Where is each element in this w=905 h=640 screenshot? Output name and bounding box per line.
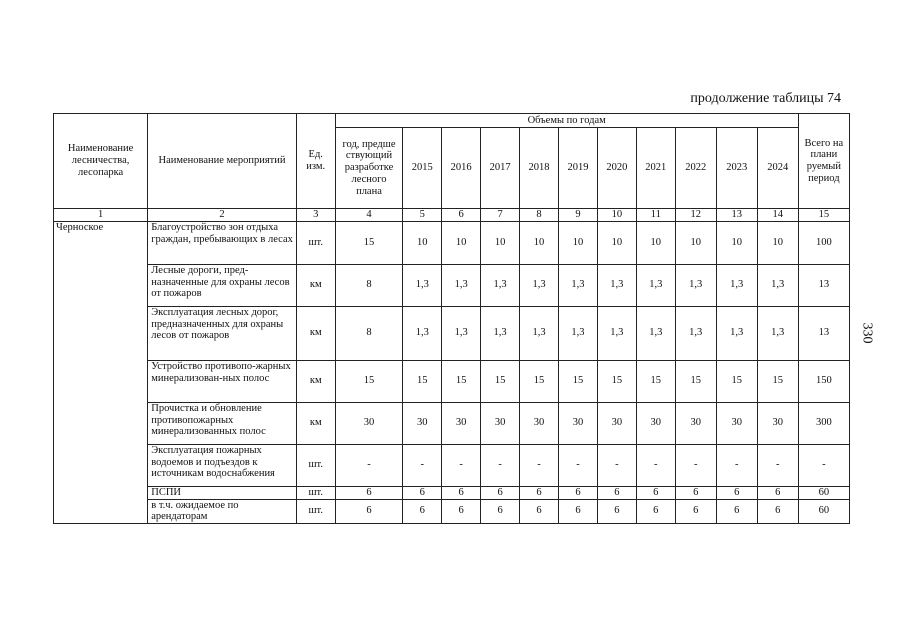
activity-name: ПСПИ [148, 486, 297, 499]
column-number: 9 [558, 209, 597, 222]
unit-cell: км [296, 360, 335, 402]
year-value: 6 [520, 486, 559, 499]
year-value: 1,3 [636, 306, 675, 360]
year-value: 1,3 [442, 306, 481, 360]
unit-cell: км [296, 264, 335, 306]
year-value: 15 [520, 360, 559, 402]
year-value: 1,3 [520, 306, 559, 360]
year-value: 1,3 [675, 264, 716, 306]
year-value: 30 [558, 402, 597, 444]
year-value: 15 [675, 360, 716, 402]
activity-name: Эксплуатация пожарных водоемов и подъездов к источникам водоснабжения [148, 444, 297, 486]
year-value: 6 [558, 486, 597, 499]
year-value: 10 [520, 221, 559, 264]
table-row [54, 486, 850, 499]
prev-year-value: 6 [335, 499, 403, 524]
header-year: 2019 [558, 128, 597, 209]
year-value: 6 [597, 486, 636, 499]
prev-year-value: 6 [335, 486, 403, 499]
year-value: 6 [403, 499, 442, 524]
year-value: 6 [757, 499, 798, 524]
year-value: - [636, 444, 675, 486]
prev-year-value: 8 [335, 264, 403, 306]
total-value: 60 [798, 499, 849, 524]
column-number: 1 [54, 209, 148, 222]
header-year: 2015 [403, 128, 442, 209]
header-year: 2022 [675, 128, 716, 209]
year-value: 1,3 [403, 306, 442, 360]
year-value: 15 [558, 360, 597, 402]
year-value: 10 [675, 221, 716, 264]
column-number: 10 [597, 209, 636, 222]
year-value: 30 [597, 402, 636, 444]
year-value: 6 [675, 486, 716, 499]
column-number: 15 [798, 209, 849, 222]
year-value: 30 [481, 402, 520, 444]
year-value: 6 [442, 486, 481, 499]
year-value: 1,3 [403, 264, 442, 306]
table-row [54, 360, 850, 402]
header-unit: Ед. изм. [296, 114, 335, 209]
year-value: 15 [757, 360, 798, 402]
prev-year-value: 15 [335, 360, 403, 402]
year-value: 30 [675, 402, 716, 444]
activity-name: в т.ч. ожидаемое по арендаторам [148, 499, 297, 524]
year-value: - [757, 444, 798, 486]
year-value: 6 [716, 486, 757, 499]
year-value: 6 [520, 499, 559, 524]
year-value: 15 [597, 360, 636, 402]
year-value: 15 [403, 360, 442, 402]
unit-cell: шт. [296, 444, 335, 486]
year-value: - [716, 444, 757, 486]
table-row [54, 264, 850, 306]
column-number: 4 [335, 209, 403, 222]
year-value: - [558, 444, 597, 486]
table-row [54, 444, 850, 486]
year-value: 30 [520, 402, 559, 444]
year-value: 1,3 [636, 264, 675, 306]
year-value: 15 [636, 360, 675, 402]
table-row [54, 306, 850, 360]
column-number: 13 [716, 209, 757, 222]
unit-cell: шт. [296, 486, 335, 499]
year-value: 6 [481, 499, 520, 524]
header-volumes-by-year: Объемы по годам [335, 114, 798, 128]
column-number: 6 [442, 209, 481, 222]
year-value: 6 [597, 499, 636, 524]
year-value: 30 [716, 402, 757, 444]
year-value: 6 [558, 499, 597, 524]
year-value: 1,3 [597, 306, 636, 360]
forestry-name: Черноское [54, 221, 148, 523]
year-value: 6 [675, 499, 716, 524]
total-value: 60 [798, 486, 849, 499]
header-year: 2023 [716, 128, 757, 209]
total-value: 150 [798, 360, 849, 402]
year-value: 10 [757, 221, 798, 264]
year-value: 6 [403, 486, 442, 499]
header-year: 2021 [636, 128, 675, 209]
year-value: - [597, 444, 636, 486]
header-year: 2018 [520, 128, 559, 209]
header-year: 2016 [442, 128, 481, 209]
year-value: 6 [757, 486, 798, 499]
column-number: 14 [757, 209, 798, 222]
year-value: - [403, 444, 442, 486]
year-value: 1,3 [442, 264, 481, 306]
year-value: 1,3 [757, 264, 798, 306]
year-value: - [442, 444, 481, 486]
year-value: 10 [558, 221, 597, 264]
total-value: - [798, 444, 849, 486]
year-value: 6 [442, 499, 481, 524]
prev-year-value: 8 [335, 306, 403, 360]
year-value: 1,3 [597, 264, 636, 306]
year-value: 1,3 [481, 264, 520, 306]
unit-cell: шт. [296, 221, 335, 264]
activity-name: Эксплуатация лесных дорог, предназначенных для охраны лесов от пожаров [148, 306, 297, 360]
activity-name: Прочистка и обновление противопожарных минерализованных полос [148, 402, 297, 444]
year-value: - [520, 444, 559, 486]
year-value: 10 [636, 221, 675, 264]
total-value: 13 [798, 264, 849, 306]
year-value: 6 [636, 486, 675, 499]
column-number: 12 [675, 209, 716, 222]
activity-name: Благоустройство зон отдыха граждан, пребывающих в лесах [148, 221, 297, 264]
header-forestry: Наименование лесничества, лесопарка [54, 114, 148, 209]
column-number: 7 [481, 209, 520, 222]
prev-year-value: 30 [335, 402, 403, 444]
year-value: 1,3 [558, 264, 597, 306]
year-value: 1,3 [675, 306, 716, 360]
year-value: 10 [403, 221, 442, 264]
table-row [54, 221, 850, 264]
page-number: 330 [859, 322, 875, 344]
column-number: 5 [403, 209, 442, 222]
column-number: 3 [296, 209, 335, 222]
header-prev-year: год, предше ствующий разработке лесного плана [335, 128, 403, 209]
year-value: 1,3 [520, 264, 559, 306]
activity-name: Лесные дороги, пред-назначенные для охраны лесов от пожаров [148, 264, 297, 306]
year-value: 10 [481, 221, 520, 264]
year-value: 6 [481, 486, 520, 499]
activity-name: Устройство противопо-жарных минерализован-ных полос [148, 360, 297, 402]
total-value: 13 [798, 306, 849, 360]
year-value: 30 [757, 402, 798, 444]
prev-year-value: 15 [335, 221, 403, 264]
year-value: 10 [597, 221, 636, 264]
table-caption: продолжение таблицы 74 [690, 91, 841, 106]
year-value: 6 [716, 499, 757, 524]
year-value: 1,3 [757, 306, 798, 360]
total-value: 300 [798, 402, 849, 444]
unit-cell: км [296, 402, 335, 444]
header-activity: Наименование мероприятий [148, 114, 297, 209]
year-value: 15 [442, 360, 481, 402]
column-number: 2 [148, 209, 297, 222]
prev-year-value: - [335, 444, 403, 486]
year-value: 1,3 [558, 306, 597, 360]
unit-cell: км [296, 306, 335, 360]
column-number: 8 [520, 209, 559, 222]
year-value: - [675, 444, 716, 486]
column-number: 11 [636, 209, 675, 222]
header-year: 2020 [597, 128, 636, 209]
unit-cell: шт. [296, 499, 335, 524]
year-value: 15 [481, 360, 520, 402]
year-value: 15 [716, 360, 757, 402]
year-value: - [481, 444, 520, 486]
year-value: 6 [636, 499, 675, 524]
year-value: 1,3 [481, 306, 520, 360]
year-value: 1,3 [716, 264, 757, 306]
table-row [54, 499, 850, 524]
table-row [54, 402, 850, 444]
header-year: 2024 [757, 128, 798, 209]
forest-plan-table [53, 113, 850, 524]
year-value: 30 [442, 402, 481, 444]
year-value: 30 [636, 402, 675, 444]
total-value: 100 [798, 221, 849, 264]
header-year: 2017 [481, 128, 520, 209]
year-value: 30 [403, 402, 442, 444]
year-value: 10 [716, 221, 757, 264]
header-total: Всего на плани руемый период [798, 114, 849, 209]
year-value: 1,3 [716, 306, 757, 360]
year-value: 10 [442, 221, 481, 264]
